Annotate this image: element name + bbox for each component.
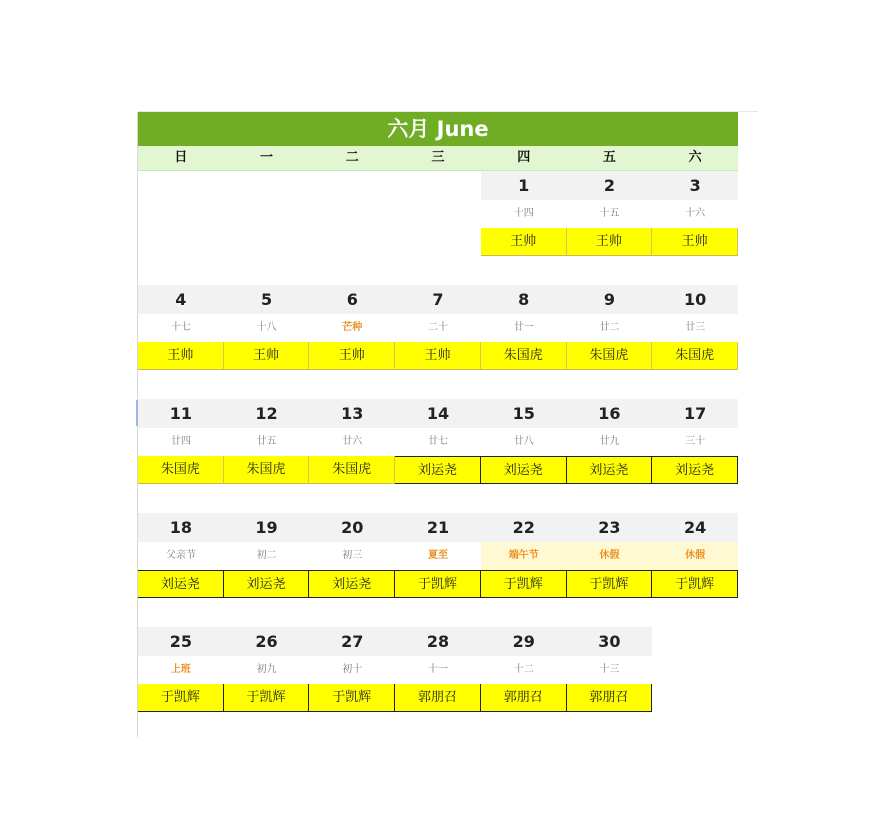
lunar-date[interactable]: 夏至 [427,550,448,561]
day-cell [481,627,567,712]
duty-person[interactable]: 王帅 [138,342,224,370]
lunar-date[interactable]: 十八 [256,322,277,333]
day-cell [652,171,738,256]
duty-person[interactable]: 朱国虎 [138,456,224,484]
duty-person[interactable]: 郭朋召 [481,684,567,712]
week-gap [138,370,738,399]
duty-person[interactable]: 刘运尧 [481,456,567,484]
duty-person[interactable] [309,228,395,256]
lunar-date[interactable]: 三十 [685,436,706,447]
day-number[interactable]: 26 [224,627,310,656]
week-gap [138,256,738,285]
lunar-date[interactable]: 十七 [170,322,191,333]
duty-person[interactable]: 于凯辉 [481,570,567,598]
day-cell [395,285,481,370]
duty-person[interactable]: 刘运尧 [652,456,738,484]
day-number[interactable] [309,171,395,200]
day-number[interactable]: 25 [138,627,224,656]
day-cell [309,627,395,712]
duty-person[interactable]: 朱国虎 [652,342,738,370]
week-row [138,627,738,712]
lunar-date[interactable]: 上班 [170,664,191,675]
lunar-date[interactable]: 十六 [685,208,706,219]
weekday-sun[interactable]: 日 [174,150,188,165]
day-number[interactable]: 19 [224,513,310,542]
day-cell [224,399,310,484]
day-cell [481,171,567,256]
duty-person[interactable]: 于凯辉 [309,684,395,712]
lunar-date[interactable]: 十三 [599,664,620,675]
day-number[interactable]: 16 [567,399,653,428]
duty-person[interactable] [652,684,738,712]
week-gap [138,598,738,627]
day-cell [309,399,395,484]
lunar-date[interactable]: 廿七 [427,436,448,447]
day-number[interactable]: 14 [395,399,481,428]
day-number[interactable]: 22 [481,513,567,542]
lunar-date[interactable]: 初十 [342,664,363,675]
day-number[interactable]: 8 [481,285,567,314]
day-number[interactable]: 30 [567,627,653,656]
calendar-title[interactable]: 六月 June [138,112,738,146]
lunar-date[interactable] [138,200,224,228]
day-cell [567,285,653,370]
duty-person[interactable]: 刘运尧 [567,456,653,484]
duty-person[interactable]: 王帅 [395,342,481,370]
day-number[interactable]: 1 [481,171,567,200]
duty-person[interactable]: 王帅 [481,228,567,256]
day-cell [652,627,738,712]
lunar-date[interactable]: 初二 [256,550,277,561]
weekday-header-row [138,146,738,171]
day-number[interactable]: 6 [309,285,395,314]
lunar-date[interactable]: 十二 [513,664,534,675]
lunar-date[interactable]: 十四 [513,208,534,219]
duty-person[interactable]: 王帅 [567,228,653,256]
duty-person[interactable]: 朱国虎 [567,342,653,370]
day-number[interactable]: 13 [309,399,395,428]
lunar-date[interactable]: 廿六 [342,436,363,447]
lunar-date[interactable] [224,200,310,228]
day-cell [138,513,224,598]
duty-person[interactable]: 王帅 [652,228,738,256]
duty-person[interactable]: 朱国虎 [309,456,395,484]
day-number[interactable]: 2 [567,171,653,200]
day-number[interactable]: 23 [567,513,653,542]
duty-person[interactable]: 郭朋召 [395,684,481,712]
day-number[interactable]: 12 [224,399,310,428]
lunar-date[interactable]: 父亲节 [165,550,196,561]
weekday-wed[interactable]: 三 [431,150,445,165]
lunar-date[interactable]: 十一 [427,664,448,675]
day-number[interactable]: 28 [395,627,481,656]
day-number[interactable]: 7 [395,285,481,314]
day-number[interactable]: 17 [652,399,738,428]
day-cell [309,285,395,370]
day-cell [395,513,481,598]
day-number[interactable]: 21 [395,513,481,542]
duty-person[interactable]: 刘运尧 [395,456,481,484]
day-cell [309,513,395,598]
duty-person[interactable]: 刘运尧 [309,570,395,598]
lunar-date[interactable]: 廿五 [256,436,277,447]
day-cell [138,285,224,370]
lunar-date[interactable]: 休假 [567,542,653,570]
day-cell [309,171,395,256]
lunar-date[interactable]: 廿一 [513,322,534,333]
lunar-date[interactable] [395,200,481,228]
day-cell [481,399,567,484]
weekday-sat[interactable]: 六 [688,150,702,165]
day-cell [567,627,653,712]
lunar-date[interactable]: 廿四 [170,436,191,447]
duty-person[interactable]: 王帅 [224,342,310,370]
day-number[interactable]: 24 [652,513,738,542]
day-cell [395,399,481,484]
day-number[interactable]: 15 [481,399,567,428]
day-number[interactable] [395,171,481,200]
day-cell [652,399,738,484]
day-number[interactable]: 9 [567,285,653,314]
day-number[interactable] [224,171,310,200]
duty-person[interactable]: 于凯辉 [395,570,481,598]
lunar-date[interactable] [309,200,395,228]
duty-person[interactable]: 朱国虎 [224,456,310,484]
weekday-fri[interactable]: 五 [602,150,616,165]
lunar-date[interactable]: 初九 [256,664,277,675]
lunar-date[interactable]: 端午节 [481,542,567,570]
lunar-date[interactable]: 廿九 [599,436,620,447]
day-cell [481,513,567,598]
day-number[interactable] [652,627,738,656]
day-number[interactable]: 18 [138,513,224,542]
day-cell [224,627,310,712]
duty-person[interactable]: 刘运尧 [224,570,310,598]
day-cell [224,513,310,598]
calendar-weeks [138,171,738,712]
duty-person[interactable]: 刘运尧 [138,570,224,598]
lunar-date[interactable]: 廿三 [685,322,706,333]
day-number[interactable]: 5 [224,285,310,314]
day-cell [224,285,310,370]
day-cell [395,627,481,712]
day-number[interactable] [138,171,224,200]
week-row [138,513,738,598]
duty-person[interactable]: 于凯辉 [138,684,224,712]
day-cell [224,171,310,256]
lunar-date[interactable]: 二十 [427,322,448,333]
duty-person[interactable]: 于凯辉 [224,684,310,712]
week-row [138,285,738,370]
june-calendar [138,112,738,712]
duty-person[interactable] [224,228,310,256]
duty-person[interactable] [395,228,481,256]
cell-selection-marker [136,400,138,426]
duty-person[interactable]: 朱国虎 [481,342,567,370]
week-row [138,399,738,484]
day-number[interactable]: 29 [481,627,567,656]
day-number[interactable]: 4 [138,285,224,314]
lunar-date[interactable]: 休假 [652,542,738,570]
day-cell [652,513,738,598]
day-cell [567,513,653,598]
day-cell [138,627,224,712]
weekday-thu[interactable]: 四 [517,150,531,165]
duty-person[interactable]: 王帅 [309,342,395,370]
lunar-date[interactable] [652,656,738,684]
day-number[interactable]: 20 [309,513,395,542]
day-cell [567,399,653,484]
day-number[interactable]: 3 [652,171,738,200]
day-cell [481,285,567,370]
duty-person[interactable]: 于凯辉 [567,570,653,598]
week-gap [138,484,738,513]
week-row [138,171,738,256]
day-cell [652,285,738,370]
lunar-date[interactable]: 十五 [599,208,620,219]
lunar-date[interactable]: 廿八 [513,436,534,447]
day-cell [138,171,224,256]
day-cell [395,171,481,256]
day-number[interactable]: 10 [652,285,738,314]
lunar-date[interactable]: 芒种 [342,322,363,333]
weekday-mon[interactable]: 一 [260,150,274,165]
lunar-date[interactable]: 廿二 [599,322,620,333]
day-number[interactable]: 11 [138,399,224,428]
day-cell [567,171,653,256]
duty-person[interactable] [138,228,224,256]
duty-person[interactable]: 于凯辉 [652,570,738,598]
day-number[interactable]: 27 [309,627,395,656]
weekday-tue[interactable]: 二 [345,150,359,165]
lunar-date[interactable]: 初三 [342,550,363,561]
duty-person[interactable]: 郭朋召 [567,684,653,712]
day-cell [138,399,224,484]
